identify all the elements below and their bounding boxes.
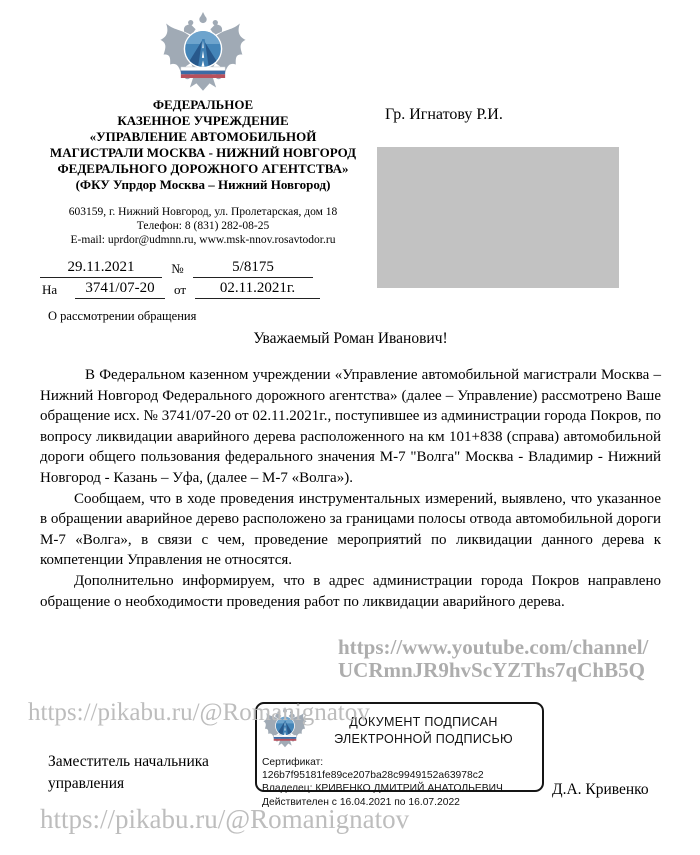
subject-line: О рассмотрении обращения: [48, 309, 197, 323]
signer-name: Д.А. Кривенко: [552, 781, 649, 798]
outgoing-number-field: 5/8175: [193, 258, 313, 278]
org-name-line: (ФКУ Упрдор Москва – Нижний Новгород): [75, 177, 331, 192]
signer-position-line2: управления: [48, 775, 125, 792]
org-name-line: ФЕДЕРАЛЬНОГО ДОРОЖНОГО АГЕНТСТВА»: [57, 161, 349, 176]
incoming-date-field: 02.11.2021г.: [195, 279, 320, 299]
org-postal-address: 603159, г. Нижний Новгород, ул. Пролетарская, дом 18: [68, 206, 338, 218]
watermark-youtube-line1: https://www.youtube.com/channel/: [338, 635, 649, 659]
org-email-web: E-mail: uprdor@udmnn.ru, www.msk-nnov.rosavtodor.ru: [70, 234, 336, 246]
org-contacts-block: [40, 205, 366, 247]
letterhead: [40, 12, 366, 324]
letter-body: [40, 330, 661, 612]
org-name-block: [40, 97, 366, 193]
org-name-line: ФЕДЕРАЛЬНОЕ: [152, 97, 254, 112]
stamp-header: [262, 707, 535, 754]
signer-position: [48, 751, 209, 795]
na-label: На: [42, 282, 58, 297]
rosavtodor-emblem-icon: [40, 12, 366, 94]
watermark-youtube: [338, 636, 648, 682]
signer-position-line1: Заместитель начальника: [48, 753, 209, 770]
stamp-owner: Владелец: КРИВЕНКО ДМИТРИЙ АНАТОЛЬЕВИЧ: [262, 783, 503, 795]
stamp-title: [312, 714, 535, 748]
watermark-pikabu-top: https://pikabu.ru/@Romanignatov: [28, 699, 370, 726]
org-name-line: «УПРАВЛЕНИЕ АВТОМОБИЛЬНОЙ: [89, 129, 317, 144]
stamp-title-line1: ДОКУМЕНТ ПОДПИСАН: [349, 714, 498, 729]
outgoing-date-field: 29.11.2021: [40, 258, 162, 278]
body-paragraph: Сообщаем, что в ходе проведения инструментальных измерений, выявлено, что указанное в обращении аварийное дерево расположено за границами полосы отвода автомобильной дороги М-7 «Волга», в связи с чем, проведение мероприятий по ликвидации данного дерева к компетенции Управления не относятся.: [40, 490, 661, 569]
watermark-youtube-line2: UCRmnJR9hvScYZThs7qChB5Q: [338, 658, 645, 682]
incoming-ref-row: [40, 278, 366, 299]
org-phone: Телефон: 8 (831) 282-08-25: [136, 220, 270, 232]
org-name-line: КАЗЕННОЕ УЧРЕЖДЕНИЕ: [117, 113, 289, 128]
salutation: Уважаемый Роман Иванович!: [253, 330, 448, 347]
number-sign-label: №: [171, 261, 184, 276]
redacted-address-block: [377, 147, 619, 288]
outgoing-ref-row: [40, 257, 366, 278]
digital-signature-stamp: [255, 702, 544, 808]
reference-fields: [40, 257, 366, 299]
org-name-line: МАГИСТРАЛИ МОСКВА - НИЖНИЙ НОВГОРОД: [49, 145, 357, 160]
stamp-details: [262, 756, 535, 809]
stamp-title-line2: ЭЛЕКТРОННОЙ ПОДПИСЬЮ: [334, 731, 513, 746]
body-paragraph: В Федеральном казенном учреждении «Управление автомобильной магистрали Москва – Нижний Новгород Федерального дорожного агентства» (далее – Управление) рассмотрено Ваше обращение исх. № 3741/07-20 от 02.11.2021г., поступившее из администрации города Покров, по вопросу ликвидации аварийного дерева расположенного на км 101+838 (справа) автомобильной дороги общего пользования федерального значения М-7 "Волга" Москва - Владимир - Нижний Новгород - Казань – Уфа, (далее – М-7 «Волга»).: [40, 367, 661, 486]
incoming-number-field: 3741/07-20: [75, 279, 165, 299]
watermark-pikabu-bottom: https://pikabu.ru/@Romanignatov: [40, 804, 410, 834]
body-paragraph: Дополнительно информируем, что в адрес администрации города Покров направлено обращение о необходимости проведения работ по ликвидации аварийного дерева.: [40, 572, 661, 610]
stamp-validity: Действителен с 16.04.2021 по 16.07.2022: [262, 796, 460, 808]
rosavtodor-emblem-small-icon: [262, 707, 312, 754]
ot-label: от: [173, 282, 186, 297]
recipient-line: Гр. Игнатову Р.И.: [385, 106, 503, 123]
stamp-certificate: Сертификат: 126b7f95181fe89ce207ba28c9949152a63978c2: [262, 757, 484, 782]
